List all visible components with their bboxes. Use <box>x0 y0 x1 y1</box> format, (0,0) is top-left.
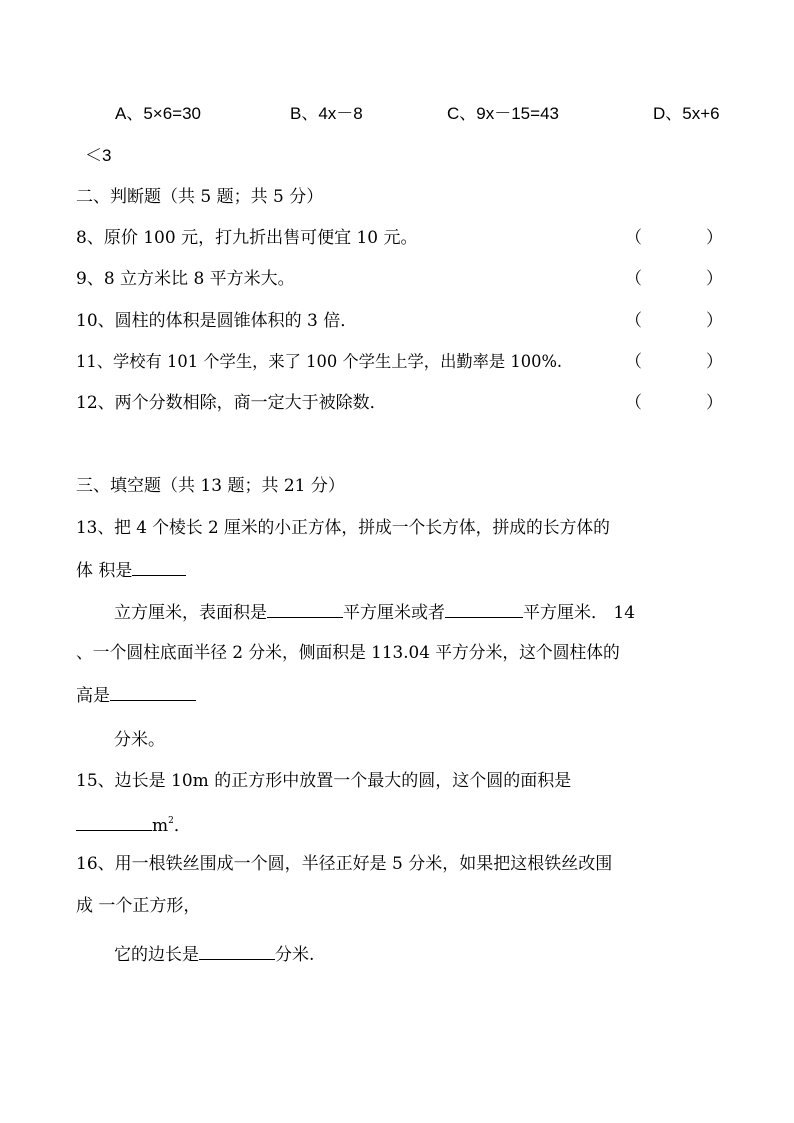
question-16-text-b: 分米. <box>275 945 315 965</box>
question-10: 10、圆柱的体积是圆锥体积的 3 倍． <box>76 311 358 331</box>
option-b: B、4x－8 <box>290 104 363 123</box>
answer-blank-circle-area[interactable] <box>76 812 152 831</box>
question-13-text-b: 平方厘米或者 <box>343 603 445 623</box>
question-13-line2 <box>76 557 186 582</box>
answer-paren-open-11: （ <box>625 352 642 372</box>
answer-blank-height[interactable] <box>110 682 196 701</box>
question-12: 12、两个分数相除，商一定大于被除数． <box>76 393 387 413</box>
question-14-text: 高是 <box>76 686 110 706</box>
section3-heading: 三、填空题（共 13 题；共 21 分） <box>76 476 345 496</box>
question-14-line1: 、一个圆柱底面半径 2 分米，侧面积是 113.04 平方分米，这个圆柱体的 <box>76 642 620 662</box>
answer-paren-open-10: （ <box>625 311 642 331</box>
question-14-line2 <box>76 682 196 707</box>
question-11: 11、学校有 101 个学生，来了 100 个学生上学，出勤率是 100%. <box>76 352 563 371</box>
question-14-line3: 分米。 <box>114 730 165 750</box>
question-16-line1: 16、用一根铁丝围成一个圆，半径正好是 5 分米，如果把这根铁丝改围 <box>76 854 613 874</box>
question-13-text-a: 立方厘米，表面积是 <box>114 603 267 623</box>
question-15-line2 <box>76 812 191 837</box>
answer-paren-close-11: ） <box>706 352 723 372</box>
question-16-line3 <box>114 941 314 966</box>
answer-paren-close-12: ） <box>706 393 723 413</box>
question-13-text: 体 积是 <box>76 561 133 581</box>
answer-paren-open-8: （ <box>625 228 642 248</box>
question-16-line2: 成 一个正方形， <box>76 896 201 916</box>
option-d-continued: ＜3 <box>85 146 112 165</box>
section2-heading: 二、判断题（共 5 题；共 5 分） <box>76 187 324 207</box>
answer-paren-close-8: ） <box>706 228 723 248</box>
question-13-line3 <box>114 599 635 624</box>
answer-blank-volume[interactable] <box>132 557 186 576</box>
option-a: A、5×6=30 <box>115 104 202 123</box>
answer-blank-side-length[interactable] <box>199 941 275 960</box>
question-9: 9、8 立方米比 8 平方米大。 <box>76 269 295 289</box>
answer-paren-close-10: ） <box>706 311 723 331</box>
option-d: D、5x+6 <box>653 104 720 123</box>
question-13-line1: 13、把 4 个棱长 2 厘米的小正方体，拼成一个长方体，拼成的长方体的 <box>76 517 610 537</box>
question-15-line1: 15、边长是 10m 的正方形中放置一个最大的圆，这个圆的面积是 <box>76 771 572 791</box>
answer-paren-open-9: （ <box>625 269 642 289</box>
question-8: 8、原价 100 元，打九折出售可便宜 10 元。 <box>76 228 418 248</box>
question-13-text-c: 平方厘米． 14 <box>523 603 636 623</box>
question-16-text-a: 它的边长是 <box>114 945 199 965</box>
question-15-superscript: 2 <box>168 816 174 826</box>
question-15-end: ． <box>173 816 191 836</box>
answer-blank-area-1[interactable] <box>267 599 343 618</box>
answer-blank-area-2[interactable] <box>445 599 523 618</box>
answer-paren-close-9: ） <box>706 269 723 289</box>
option-c: C、9x－15=43 <box>447 104 559 123</box>
answer-paren-open-12: （ <box>625 393 642 413</box>
question-15-unit: m <box>152 816 169 836</box>
